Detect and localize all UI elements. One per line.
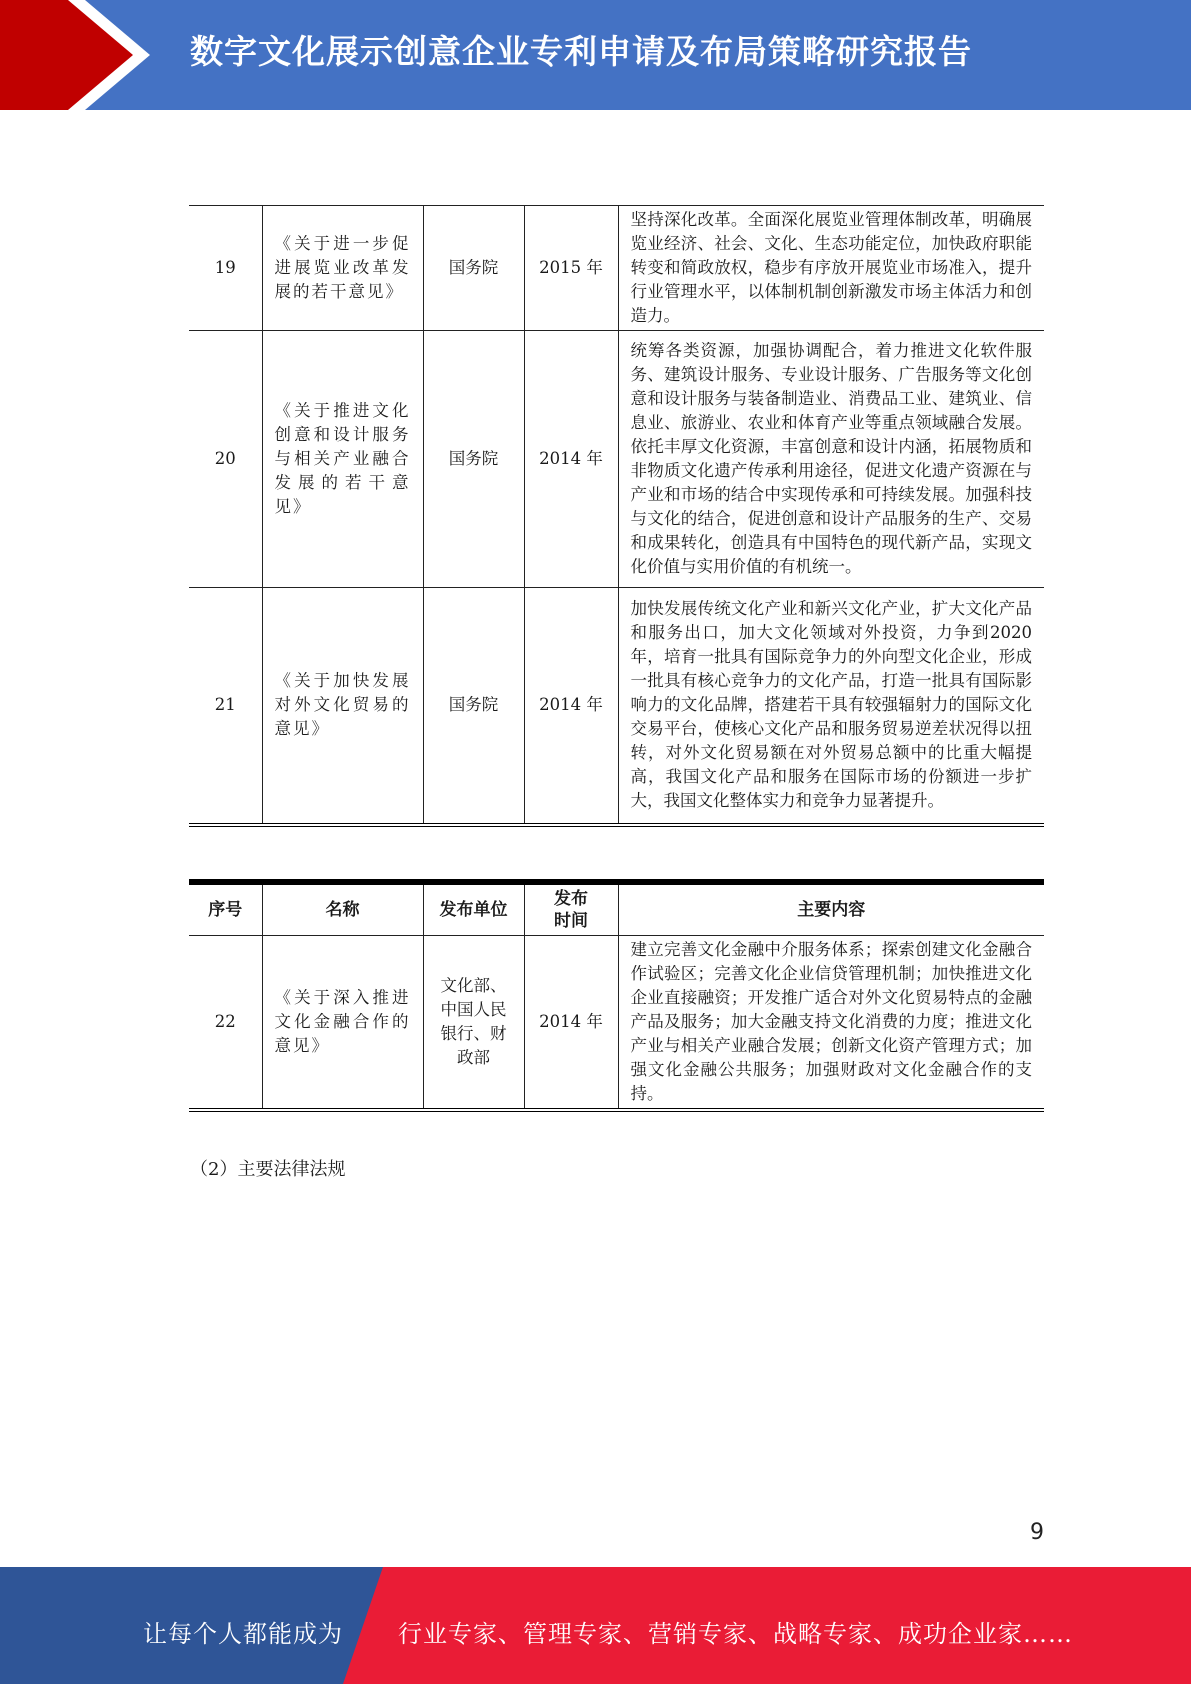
column-header-name: 名称 xyxy=(262,882,423,936)
issue-date: 2014 年 xyxy=(524,936,618,1111)
report-title: 数字文化展示创意企业专利申请及布局策略研究报告 xyxy=(190,32,972,71)
page-number: 9 xyxy=(1030,1520,1044,1545)
footer-slogan-right: 行业专家、管理专家、营销专家、战略专家、成功企业家…… xyxy=(398,1620,1073,1648)
table-row xyxy=(189,206,1044,331)
column-header-content: 主要内容 xyxy=(618,882,1044,936)
policy-table-continued xyxy=(189,205,1044,827)
policy-content: 加快发展传统文化产业和新兴文化产业，扩大文化产品和服务出口，加大文化领域对外投资，力争到2020 年，培育一批具有国际竞争力的外向型文化企业，形成一批具有核心竞争力的文化产品，打造一批具有国际影响力的文化品牌，搭建若干具有较强辐射力的国际文化交易平台，使核心文化产品和服务贸易逆差状况得以扭转，对外文化贸易额在对外贸易总额中的比重大幅提高，我国文化产品和服务在国际市场的份额进一步扩大，我国文化整体实力和竞争力显著提升。 xyxy=(618,588,1044,825)
issue-date: 2014 年 xyxy=(524,331,618,588)
issue-date: 2015 年 xyxy=(524,206,618,331)
row-number: 19 xyxy=(189,206,262,331)
policy-content: 坚持深化改革。全面深化展览业管理体制改革，明确展览业经济、社会、文化、生态功能定位，加快政府职能转变和简政放权，稳步有序放开展览业市场准入，提升行业管理水平，以体制机制创新激发市场主体活力和创造力。 xyxy=(618,206,1044,331)
row-number: 21 xyxy=(189,588,262,825)
column-header-date-line2: 时间 xyxy=(554,911,588,931)
issuing-unit: 国务院 xyxy=(423,331,524,588)
row-number: 22 xyxy=(189,936,262,1111)
policy-name: 《关于加快发展对外文化贸易的意见》 xyxy=(262,588,423,825)
row-number: 20 xyxy=(189,331,262,588)
table-row xyxy=(189,936,1044,1111)
table-header-row xyxy=(189,882,1044,936)
policy-name: 《关于深入推进文化金融合作的意见》 xyxy=(262,936,423,1111)
policy-name: 《关于进一步促进展览业改革发展的若干意见》 xyxy=(262,206,423,331)
table-row xyxy=(189,588,1044,825)
footer-slogan-left: 让每个人都能成为 xyxy=(143,1620,343,1648)
table-row xyxy=(189,331,1044,588)
section-heading: （2）主要法律法规 xyxy=(190,1159,346,1180)
policy-name: 《关于推进文化创意和设计服务与相关产业融合发展的若干意见》 xyxy=(262,331,423,588)
issue-date: 2014 年 xyxy=(524,588,618,825)
policy-content: 统筹各类资源，加强协调配合，着力推进文化软件服务、建筑设计服务、专业设计服务、广告服务等文化创意和设计服务与装备制造业、消费品工业、建筑业、信息业、旅游业、农业和体育产业等重点领域融合发展。依托丰厚文化资源，丰富创意和设计内涵，拓展物质和非物质文化遗产传承利用途径，促进文化遗产资源在与产业和市场的结合中实现传承和可持续发展。加强科技与文化的结合，促进创意和设计产品服务的生产、交易和成果转化，创造具有中国特色的现代新产品，实现文化价值与实用价值的有机统一。 xyxy=(618,331,1044,588)
column-header-unit: 发布单位 xyxy=(423,882,524,936)
issuing-unit: 国务院 xyxy=(423,588,524,825)
column-header-date xyxy=(524,882,618,936)
policy-content: 建立完善文化金融中介服务体系；探索创建文化金融合作试验区；完善文化企业信贷管理机制；加快推进文化企业直接融资；开发推广适合对外文化贸易特点的金融产品及服务；加大金融支持文化消费的力度；推进文化产业与相关产业融合发展；创新文化资产管理方式；加强文化金融公共服务；加强财政对文化金融合作的支持。 xyxy=(618,936,1044,1111)
column-header-date-line1: 发布 xyxy=(554,889,588,909)
issuing-unit: 文化部、中国人民银行、财政部 xyxy=(423,936,524,1111)
policy-table xyxy=(189,879,1044,1112)
issuing-unit: 国务院 xyxy=(423,206,524,331)
column-header-number: 序号 xyxy=(189,882,262,936)
